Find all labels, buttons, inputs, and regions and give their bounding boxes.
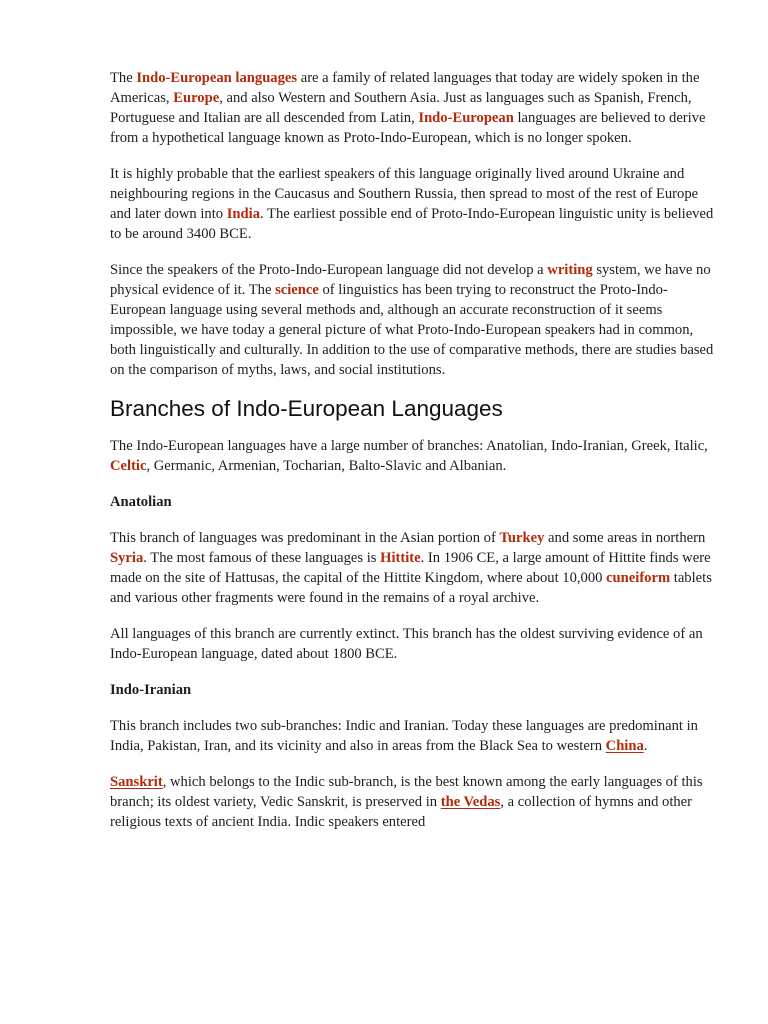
- link-sanskrit[interactable]: Sanskrit: [110, 774, 163, 790]
- intro-paragraph-1: [110, 68, 714, 148]
- intro-paragraph-2: [110, 164, 714, 244]
- anatolian-paragraph-2: All languages of this branch are currently extinct. This branch has the oldest surviving evidence of an Indo-European language, dated about 1800 BCE.: [110, 626, 703, 662]
- link-turkey[interactable]: Turkey: [499, 530, 545, 546]
- text: . In 1906 CE, a large amount of Hittite finds were made on the site of Hattusas, the capital of the Hittite Kingdom, where about 10,000: [110, 550, 711, 586]
- intro-paragraph-3: [110, 260, 714, 380]
- indo-iranian-paragraph-2: [110, 772, 714, 832]
- text: , and also Western and Southern Asia. Just as languages such as Spanish, French, Portuguese and Italian are all descended from Latin,: [110, 90, 692, 126]
- text: system, we have no physical evidence of it. The: [110, 262, 711, 298]
- text: . The most famous of these languages is: [143, 550, 381, 566]
- text: It is highly probable that the earliest speakers of this language originally lived around Ukraine and neighbouring regions in the Caucasus and Southern Russia, then spread to most of the rest of Europe and later down into: [110, 166, 699, 222]
- anatolian-paragraph-1: [110, 528, 714, 608]
- link-india[interactable]: India: [226, 206, 260, 222]
- text: This branch of languages was predominant in the Asian portion of: [110, 530, 500, 546]
- link-indo-european-languages[interactable]: Indo-European languages: [136, 70, 298, 86]
- subheading-indo-iranian: Indo-Iranian: [110, 682, 192, 698]
- text: , Germanic, Armenian, Tocharian, Balto-Slavic and Albanian.: [146, 458, 507, 474]
- link-the-vedas[interactable]: the Vedas: [440, 794, 501, 810]
- link-cuneiform[interactable]: cuneiform: [606, 570, 671, 586]
- text: This branch includes two sub-branches: Indic and Iranian. Today these languages are predominant in India, Pakistan, Iran, and its vicinity and also in areas from the Black Sea to western: [110, 718, 698, 754]
- link-syria[interactable]: Syria: [110, 550, 144, 566]
- link-science[interactable]: science: [275, 282, 319, 298]
- document-page: [110, 68, 714, 832]
- text: tablets and various other fragments were found in the remains of a royal archive.: [110, 570, 712, 606]
- link-hittite[interactable]: Hittite: [380, 550, 421, 566]
- link-indo-european[interactable]: Indo-European: [418, 110, 514, 126]
- text: Since the speakers of the Proto-Indo-European language did not develop a: [110, 262, 548, 278]
- text: The: [110, 70, 137, 86]
- text: and some areas in northern: [544, 530, 706, 546]
- text: , a collection of hymns and other religious texts of ancient India. Indic speakers entered: [110, 794, 693, 830]
- branches-paragraph: [110, 436, 714, 476]
- section-heading-branches: Branches of Indo-European Languages: [110, 396, 503, 421]
- text: , which belongs to the Indic sub-branch, is the best known among the early languages of this branch; its oldest variety, Vedic Sanskrit, is preserved in: [110, 774, 703, 810]
- link-china[interactable]: China: [605, 738, 644, 754]
- link-europe[interactable]: Europe: [173, 90, 220, 106]
- text: of linguistics has been trying to reconstruct the Proto-Indo-European language using several methods and, although an accurate reconstruction of it seems impossible, we have today a general picture of what Proto-Indo-European speakers had in common, both linguistically and culturally. In addition to the use of comparative methods, there are studies based on the comparison of myths, laws, and social institutions.: [110, 282, 714, 378]
- link-writing[interactable]: writing: [547, 262, 593, 278]
- indo-iranian-paragraph-1: [110, 716, 714, 756]
- subheading-anatolian: Anatolian: [110, 494, 172, 510]
- text: languages are believed to derive from a hypothetical language known as Proto-Indo-European, which is no longer spoken.: [110, 110, 706, 146]
- link-celtic[interactable]: Celtic: [110, 458, 147, 474]
- text: . The earliest possible end of Proto-Indo-European linguistic unity is believed to be around 3400 BCE.: [110, 206, 714, 242]
- text: .: [643, 738, 648, 754]
- text: The Indo-European languages have a large number of branches: Anatolian, Indo-Iranian, Greek, Italic,: [110, 438, 708, 454]
- text: are a family of related languages that today are widely spoken in the Americas,: [110, 70, 700, 106]
